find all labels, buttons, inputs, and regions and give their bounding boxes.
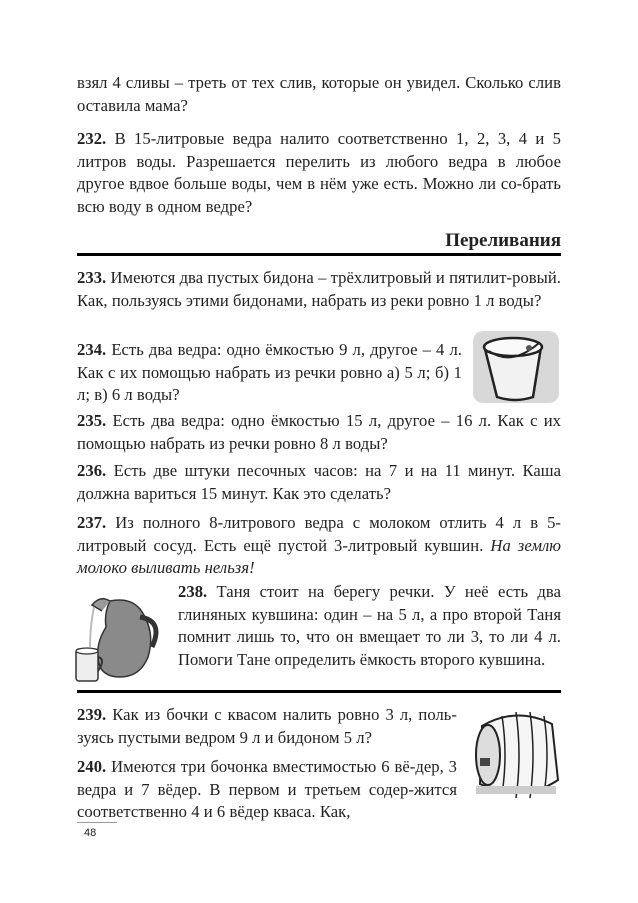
problem-240: 240. Имеются три бочонка вместимостью 6 вё-дер, 3 ведра и 7 вёдер. В первом и третьем содер-жится соответственно 4 и 6 вёдер кваса. Как,	[77, 757, 457, 821]
problem-232: 232. В 15-литровые ведра налито соответственно 1, 2, 3, 4 и 5 литров воды. Разрешается перелить из любого ведра в любое другое вдвое больше воды, чем в нём уже есть. Можно ли со-брать всю воду в одном ведре?	[77, 129, 561, 216]
problem-233: 233. Имеются два пустых бидона – трёхлитровый и пятилит-ровый. Как, пользуясь этими бидонами, набрать из реки ровно 1 л воды?	[77, 268, 561, 310]
bucket-illustration	[471, 327, 561, 407]
section-title: Переливания	[445, 230, 561, 251]
problem-number: 235.	[77, 411, 107, 430]
barrel-illustration	[468, 700, 564, 808]
divider-rule	[77, 690, 561, 693]
problem-234: 234. Есть два ведра: одно ёмкостью 9 л, другое – 4 л. Как с их помощью набрать из речки ровно а) 5 л; б) 1 л; в) 6 л воды?	[77, 340, 462, 404]
problem-235: 235. Есть два ведра: одно ёмкостью 15 л, другое – 16 л. Как с их помощью набрать из речки ровно 8 л воды?	[77, 411, 561, 453]
problem-239: 239. Как из бочки с квасом налить ровно 3 л, поль-зуясь пустыми ведром 9 л и бидоном 5 л?	[77, 705, 457, 747]
problem-number: 239.	[77, 705, 107, 724]
problem-number: 240.	[77, 757, 107, 776]
problem-number: 234.	[77, 340, 107, 359]
problem-number: 238.	[178, 582, 208, 601]
problem-236: 236. Есть две штуки песочных часов: на 7 и на 11 минут. Каша должна вариться 15 минут. Как это сделать?	[77, 461, 561, 503]
section-rule	[77, 253, 561, 256]
problem-number: 232.	[77, 129, 107, 148]
page-number-rule	[77, 822, 117, 823]
problem-number: 237.	[77, 513, 107, 532]
problem-number: 236.	[77, 461, 107, 480]
page-number: 48	[84, 827, 97, 839]
intro-paragraph: взял 4 сливы – треть от тех слив, которые он увидел. Сколько слив оставила мама?	[77, 73, 561, 115]
problem-237: 237. Из полного 8-литрового ведра с молоком отлить 4 л в 5-литровый сосуд. Есть ещё пустой 3-литровый кувшин. На землю молоко выливать нельзя!	[77, 513, 561, 577]
jug-illustration	[70, 587, 170, 687]
problem-number: 233.	[77, 268, 107, 287]
problem-238: 238. Таня стоит на берегу речки. У неё есть два глиняных кувшина: один – на 5 л, а про второй Таня помнит лишь то, что он вмещает то ли 3, то ли 4 л. Помоги Тане определить ёмкость второго кувшина.	[178, 582, 561, 669]
